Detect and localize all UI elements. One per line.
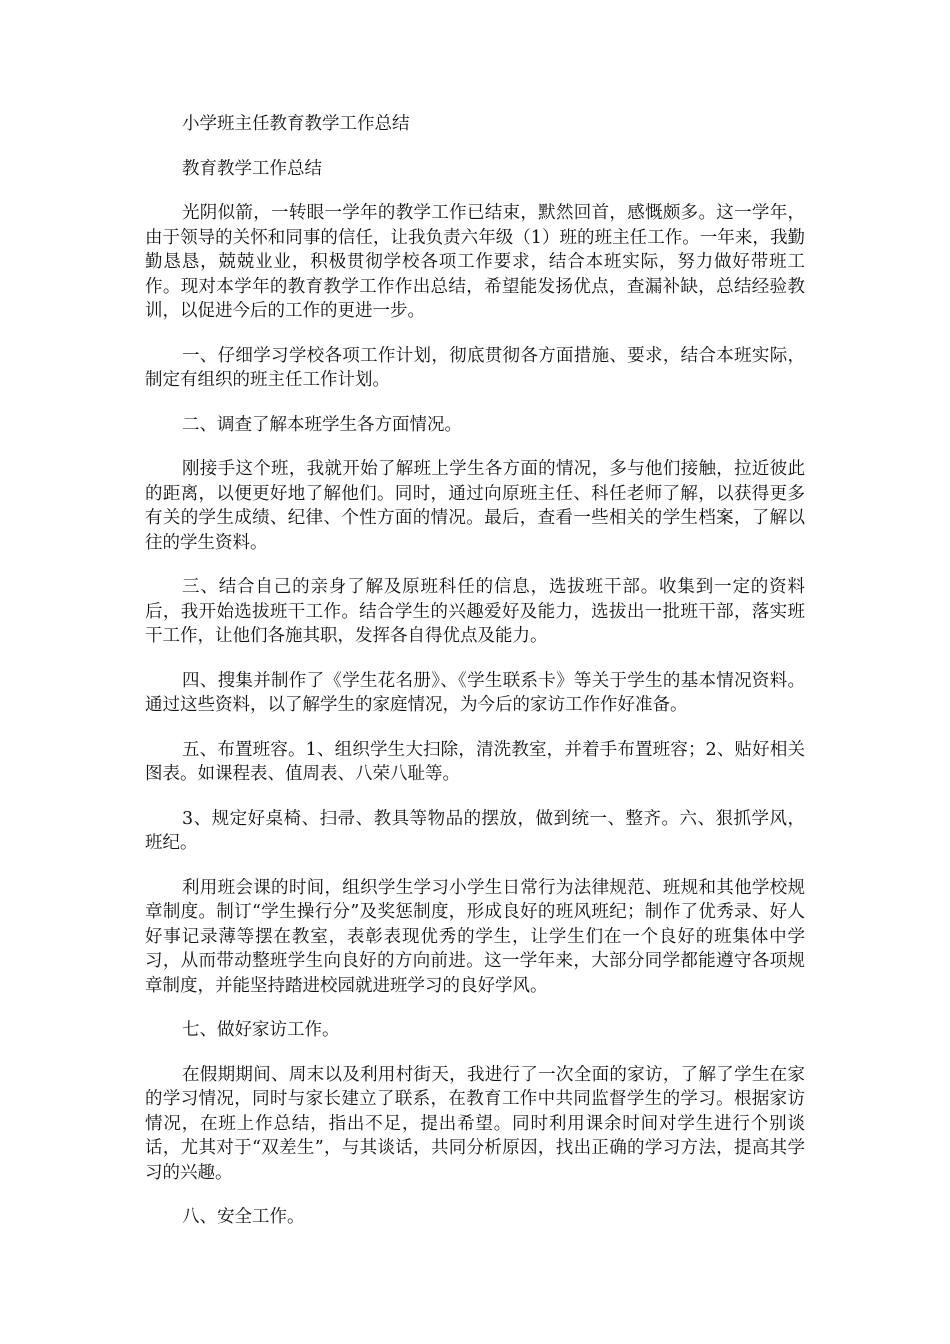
paragraph-intro: 光阴似箭，一转眼一学年的教学工作已结束，默然回首，感慨颇多。这一学年，由于领导的关怀和同事的信任，让我负责六年级（1）班的班主任工作。一年来，我勤勤恳恳，兢兢业业，积极贯彻学校各项工作要求，结合本班实际，努力做好带班工作。现对本学年的教育教学工作作出总结，希望能发扬优点，查漏补缺，总结经验教训，以促进今后的工作的更进一步。	[145, 203, 805, 321]
paragraph-section-5-item-3: 3、规定好桌椅、扫帚、教具等物品的摆放，做到统一、整齐。六、狠抓学风，班纪。	[145, 808, 805, 853]
paragraph-section-5: 五、布置班容。1、组织学生大扫除，清洗教室，并着手布置班容；2、贴好相关图表。如课程表、值周表、八荣八耻等。	[145, 739, 805, 784]
paragraph-section-2: 二、调查了解本班学生各方面情况。	[182, 414, 462, 435]
document-subtitle: 教育教学工作总结	[182, 158, 322, 179]
paragraph-section-4: 四、搜集并制作了《学生花名册》、《学生联系卡》等关于学生的基本情况资料。通过这些资料，以了解学生的家庭情况，为今后的家访工作作好准备。	[145, 670, 805, 715]
paragraph-section-6-body: 利用班会课的时间，组织学生学习小学生日常行为法律规范、班规和其他学校规章制度。制订“学生操行分”及奖惩制度，形成良好的班风班纪；制作了优秀录、好人好事记录薄等摆在教室，表彰表现优秀的学生，让学生们在一个良好的班集体中学习，从而带动整班学生向良好的方向前进。这一学年来，大部分同学都能遵守各项规章制度，并能坚持踏进校园就进班学习的良好学风。	[145, 877, 805, 996]
document-page	[145, 112, 805, 1250]
paragraph-section-1: 一、仔细学习学校各项工作计划，彻底贯彻各方面措施、要求，结合本班实际，制定有组织的班主任工作计划。	[145, 345, 805, 390]
paragraph-section-2-body: 刚接手这个班，我就开始了解班上学生各方面的情况，多与他们接触，拉近彼此的距离，以便更好地了解他们。同时，通过向原班主任、科任老师了解，以获得更多有关的学生成绩、纪律、个性方面的情况。最后，查看一些相关的学生档案，了解以往的学生资料。	[145, 459, 805, 553]
paragraph-section-8: 八、安全工作。	[182, 1207, 305, 1227]
paragraph-section-7: 七、做好家访工作。	[182, 1020, 340, 1040]
paragraph-section-3: 三、结合自己的亲身了解及原班科任的信息，选拔班干部。收集到一定的资料后，我开始选拔班干工作。结合学生的兴趣爱好及能力，选拔出一批班干部，落实班干工作，让他们各施其职，发挥各自得优点及能力。	[145, 577, 805, 646]
document-title: 小学班主任教育教学工作总结	[182, 114, 410, 134]
paragraph-section-7-body: 在假期期间、周末以及利用村街天，我进行了一次全面的家访，了解了学生在家的学习情况，同时与家长建立了联系，在教育工作中共同监督学生的学习。根据家访情况，在班上作总结，指出不足，提出希望。同时利用课余时间对学生进行个别谈话，尤其对于“双差生”，与其谈话，共同分析原因，找出正确的学习方法，提高其学习的兴趣。	[145, 1064, 805, 1183]
